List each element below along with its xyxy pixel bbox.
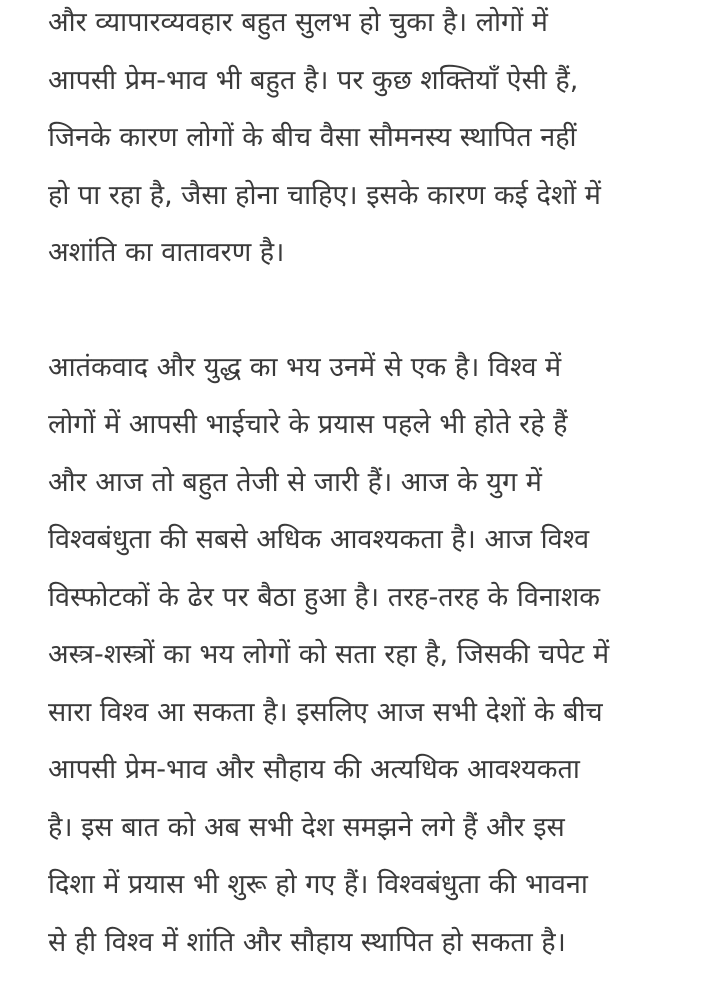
text-line: आपसी प्रेम-भाव और सौहाय की अत्यधिक आवश्यकता	[48, 754, 580, 785]
text-line: आपसी प्रेम-भाव भी बहुत है। पर कुछ शक्तियाँ ऐसी हैं,	[48, 64, 579, 96]
text-line: और व्यापारव्यवहार बहुत सुलभ हो चुका है। लोगों में	[48, 7, 548, 38]
text-line: हो पा रहा है, जैसा होना चाहिए। इसके कारण कई देशों में	[48, 179, 601, 211]
text-line: विस्फोटकों के ढेर पर बैठा हुआ है। तरह-तरह के विनाशक	[48, 581, 600, 613]
paragraph-1	[48, 0, 689, 282]
text-line: सारा विश्व आ सकता है। इसलिए आज सभी देशों के बीच	[48, 696, 603, 728]
text-line: दिशा में प्रयास भी शुरू हो गए हैं। विश्वबंधुता की भावना	[48, 869, 588, 900]
text-line: लोगों में आपसी भाईचारे के प्रयास पहले भी होते रहे हैं	[48, 409, 568, 440]
text-line: आतंकवाद और युद्ध का भय उनमें से एक है। विश्व में	[48, 351, 562, 383]
text-line: और आज तो बहुत तेजी से जारी हैं। आज के युग में	[48, 466, 542, 498]
text-line: है। इस बात को अब सभी देश समझने लगे हैं और इस	[48, 811, 565, 843]
text-line: अशांति का वातावरण है।	[48, 237, 285, 268]
text-line: अस्त्र-शस्त्रों का भय लोगों को सता रहा है, जिसकी चपेट में	[48, 639, 610, 670]
text-line: विश्वबंधुता की सबसे अधिक आवश्यकता है। आज विश्व	[48, 524, 590, 555]
text-line: जिनके कारण लोगों के बीच वैसा सौमनस्य स्थापित नहीं	[48, 122, 577, 153]
text-line: से ही विश्व में शांति और सौहाय स्थापित हो सकता है।	[48, 926, 566, 958]
paragraph-2	[48, 339, 689, 972]
